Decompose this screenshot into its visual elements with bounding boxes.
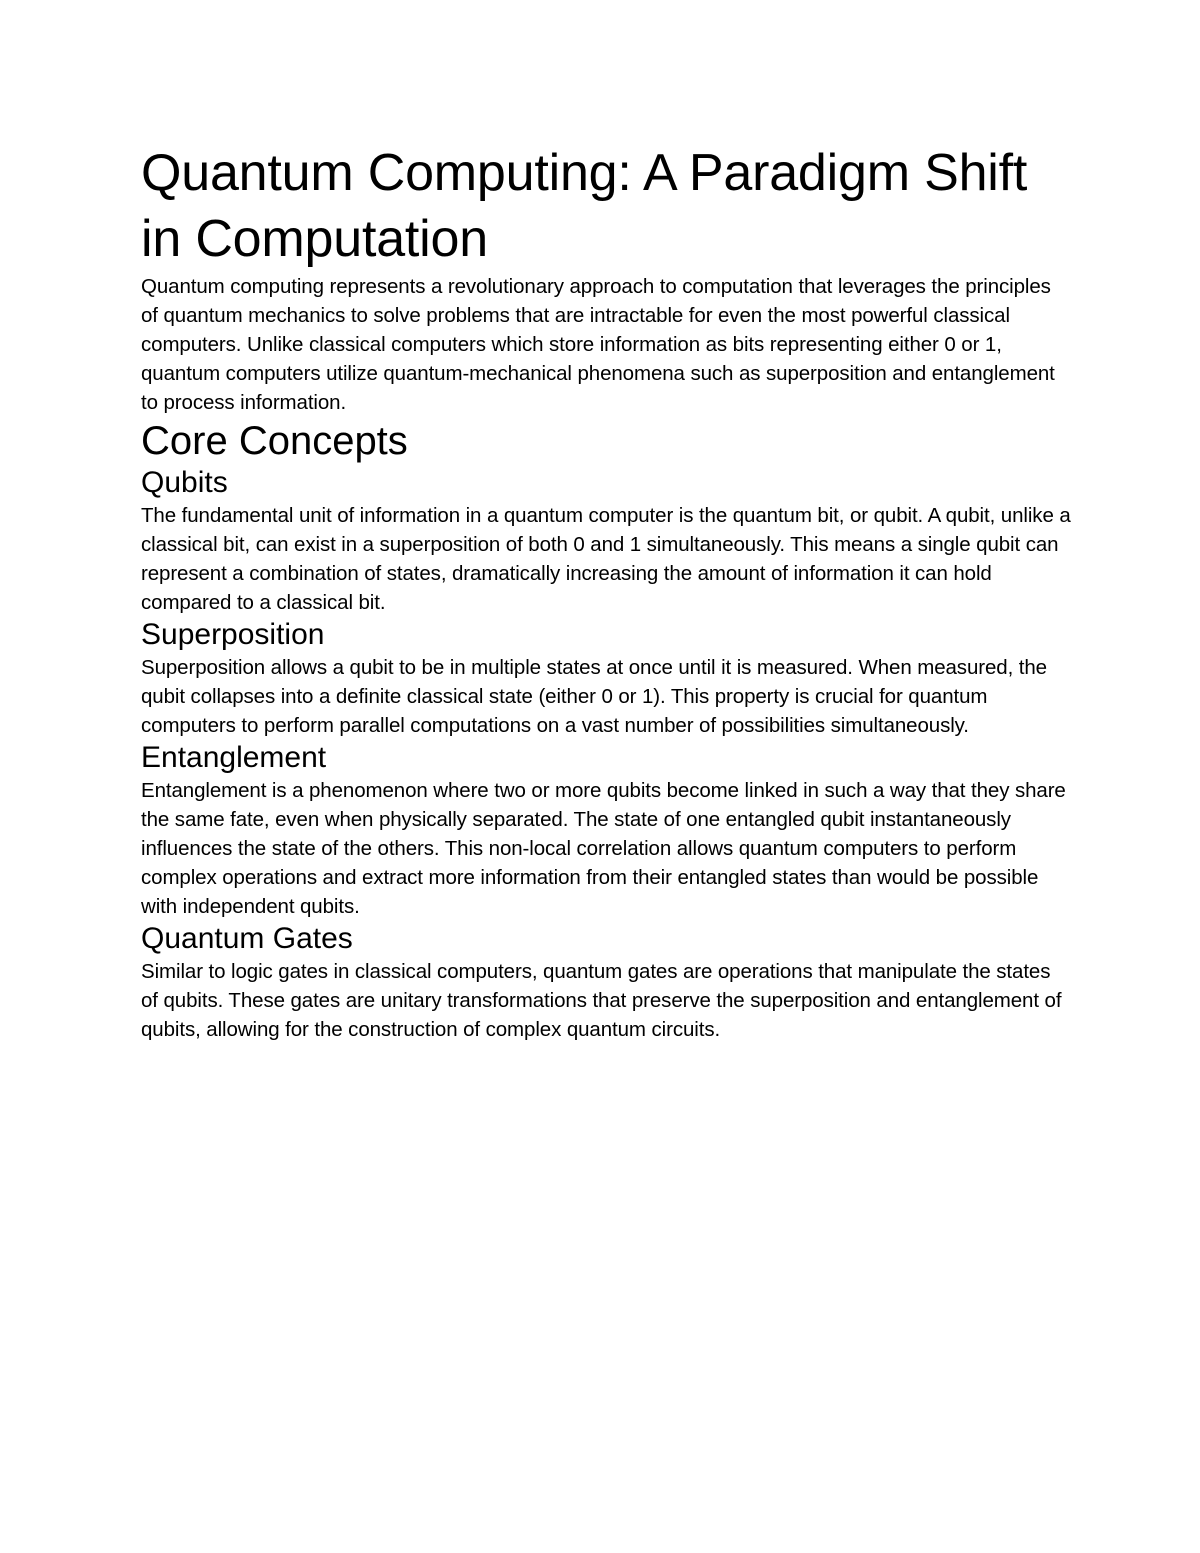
subsection-heading-qubits: Qubits <box>141 466 228 499</box>
subsection-text-qubits: The fundamental unit of information in a quantum computer is the quantum bit, or qubit. A qubit, unlike a classical bit, can exist in a superposition of both 0 and 1 simultaneously. This means a single qubit can represent a combination of states, dramatically increasing the amount of information it can hold compared to a classical bit. <box>141 504 1071 614</box>
document-title: Quantum Computing: A Paradigm Shift in Computation <box>141 144 1028 268</box>
subsection-heading-superposition: Superposition <box>141 618 325 651</box>
subsection-text-quantum-gates: Similar to logic gates in classical computers, quantum gates are operations that manipulate the states of qubits. These gates are unitary transformations that preserve the superposition and entanglement of qubits, allowing for the construction of complex quantum circuits. <box>141 960 1062 1041</box>
subsection-heading-entanglement: Entanglement <box>141 741 327 774</box>
section-heading-core-concepts: Core Concepts <box>141 419 408 463</box>
subsection-heading-quantum-gates: Quantum Gates <box>141 922 353 955</box>
intro-paragraph: Quantum computing represents a revolutionary approach to computation that leverages the principles of quantum mechanics to solve problems that are intractable for even the most powerful classical computers. Unlike classical computers which store information as bits representing either 0 or 1, quantum computers utilize quantum-mechanical phenomena such as superposition and entanglement to process information. <box>141 275 1055 414</box>
subsection-text-entanglement: Entanglement is a phenomenon where two or more qubits become linked in such a way that they share the same fate, even when physically separated. The state of one entangled qubit instantaneously influences the state of the others. This non-local correlation allows quantum computers to perform complex operations and extract more information from their entangled states than would be possible with independent qubits. <box>141 779 1066 918</box>
subsection-text-superposition: Superposition allows a qubit to be in multiple states at once until it is measured. When measured, the qubit collapses into a definite classical state (either 0 or 1). This property is crucial for quantum computers to perform parallel computations on a vast number of possibilities simultaneously. <box>141 656 1047 737</box>
document-content <box>141 140 1071 1044</box>
